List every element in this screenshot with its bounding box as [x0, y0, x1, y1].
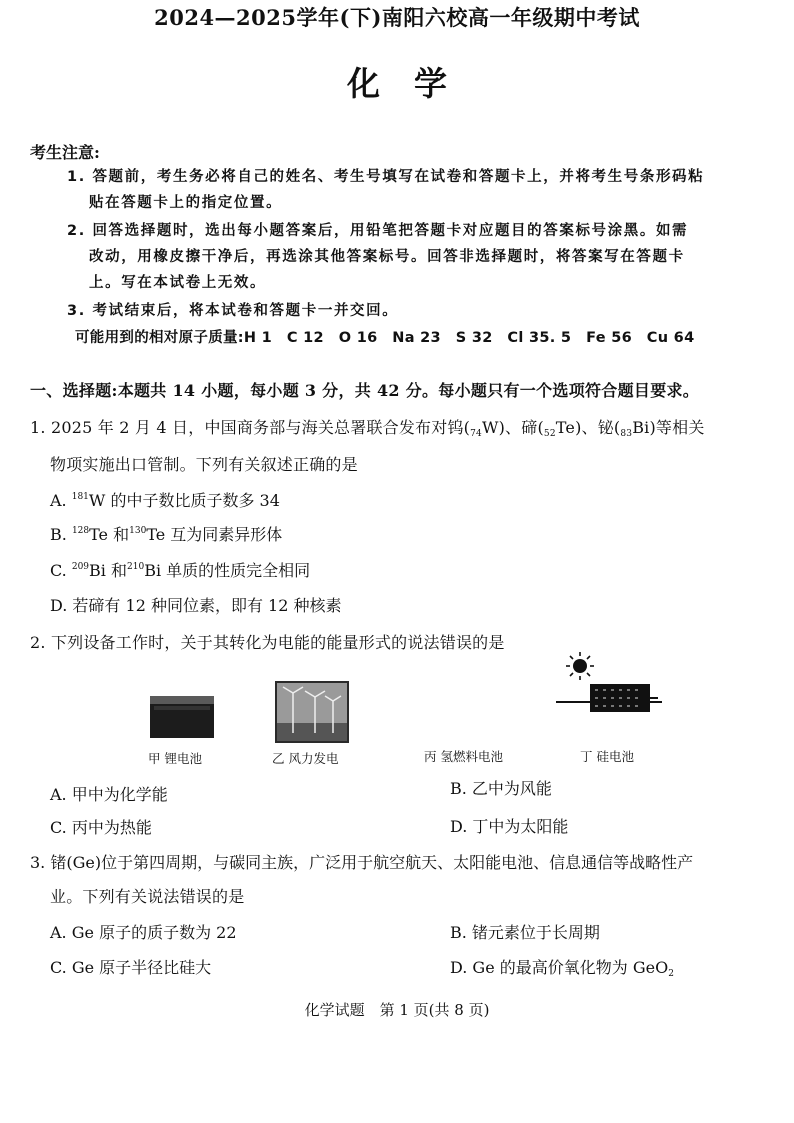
notice-line-3: 2. 回答选择题时，选出每小题答案后，用铅笔把答题卡对应题目的答案标号涂黑。如需	[67, 223, 689, 239]
caption-bing: 丙 氢燃料电池	[424, 749, 503, 764]
notice-line-1: 1. 答题前，考生务必将自己的姓名、考生号填写在试卷和答题卡上，并将考生号条形码粘	[67, 169, 705, 185]
q2-option-c[interactable]: C. 丙中为热能	[50, 818, 152, 837]
q3-option-b[interactable]: B. 锗元素位于长周期	[450, 923, 600, 942]
notice-line-4: 改动，用橡皮擦干净后，再选涂其他答案标号。回答非选择题时，将答案写在答题卡	[89, 249, 685, 265]
notice-line-6: 3. 考试结束后，将本试卷和答题卡一并交回。	[67, 303, 399, 319]
notice-line-2: 贴在答题卡上的指定位置。	[89, 195, 283, 211]
q2-option-a[interactable]: A. 甲中为化学能	[50, 785, 168, 804]
section-heading: 一、选择题:本题共 14 小题，每小题 3 分，共 42 分。每小题只有一个选项符合题目要求。	[30, 381, 700, 400]
q3-option-a[interactable]: A. Ge 原子的质子数为 22	[50, 923, 237, 942]
caption-jia: 甲 锂电池	[148, 751, 202, 766]
page-footer: 化学试题 第 1 页(共 8 页)	[304, 1001, 490, 1019]
lithium-battery-figure	[146, 690, 218, 742]
silicon-solar-cell-figure	[554, 650, 664, 720]
caption-yi: 乙 风力发电	[272, 751, 339, 766]
caption-ding: 丁 硅电池	[580, 749, 634, 764]
q1-stem-line1: 1. 2025 年 2 月 4 日，中国商务部与海关总署联合发布对钨$(_{74}W)$、碲$(_{52}Te)$、铋$(_{83}Bi)$等相关	[30, 418, 705, 439]
atomic-masses: 可能用到的相对原子质量:H 1 C 12 O 16 Na 23 S 32 Cl 35. 5 Fe 56 Cu 64	[75, 330, 695, 346]
exam-title: 2024—2025学年(下)南阳六校高一年级期中考试	[154, 5, 640, 30]
q1-option-d[interactable]: D. 若碲有 12 种同位素，即有 12 种核素	[50, 596, 342, 615]
q3-stem-line1: 3. 锗(Ge)位于第四周期，与碳同主族，广泛用于航空航天、太阳能电池、信息通信等战略性产	[30, 853, 694, 872]
q3-option-c[interactable]: C. Ge 原子半径比硅大	[50, 958, 212, 977]
q1-stem-line2: 物项实施出口管制。下列有关叙述正确的是	[50, 455, 358, 474]
notice-heading: 考生注意:	[30, 143, 100, 162]
q2-stem: 2. 下列设备工作时，关于其转化为电能的能量形式的说法错误的是	[30, 633, 505, 652]
wind-power-figure	[275, 681, 349, 743]
subject-title: 化学	[347, 64, 481, 103]
q1-option-b[interactable]: B. $^{128}$Te 和$^{130}$Te 互为同素异形体	[50, 525, 283, 544]
notice-line-5: 上。写在本试卷上无效。	[89, 275, 267, 291]
q1-option-a[interactable]: A. $^{181}$W 的中子数比质子数多 34	[50, 491, 280, 510]
q3-option-d[interactable]: D. Ge 的最高价氧化物为 GeO$_2$	[450, 958, 674, 979]
q2-option-d[interactable]: D. 丁中为太阳能	[450, 817, 569, 836]
q3-stem-line2: 业。下列有关说法错误的是	[50, 887, 245, 906]
q2-option-b[interactable]: B. 乙中为风能	[450, 779, 552, 798]
q1-option-c[interactable]: C. $^{209}$Bi 和$^{210}$Bi 单质的性质完全相同	[50, 561, 311, 580]
